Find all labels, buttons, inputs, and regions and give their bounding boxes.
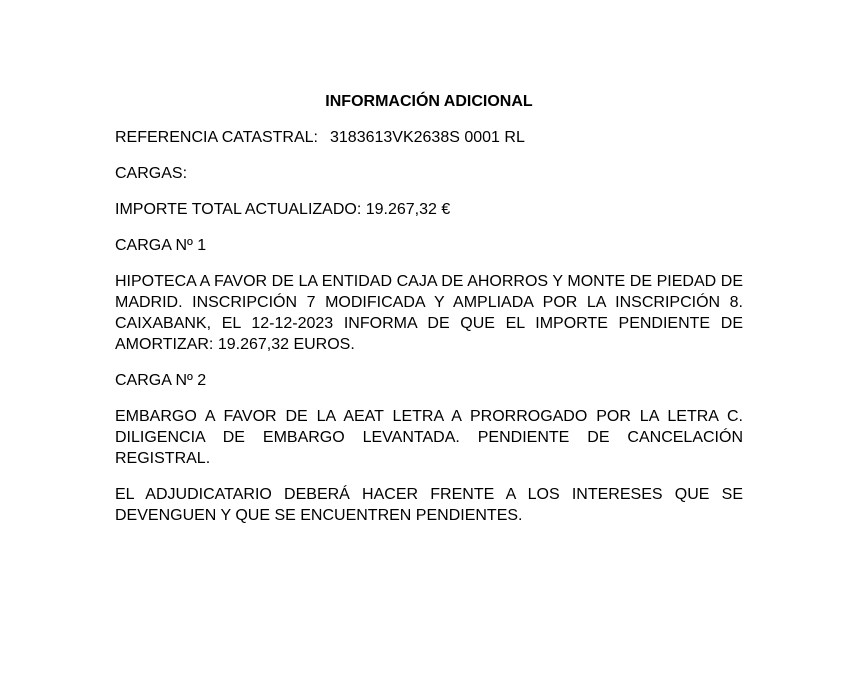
importe-total-line: IMPORTE TOTAL ACTUALIZADO: 19.267,32 € [115,201,451,218]
document-title: INFORMACIÓN ADICIONAL [325,93,533,110]
referencia-catastral-line [115,127,743,148]
referencia-catastral-value: 3183613VK2638S 0001 RL [330,129,525,146]
document-content [115,91,743,541]
carga-1-body: HIPOTECA A FAVOR DE LA ENTIDAD CAJA DE AHORROS Y MONTE DE PIEDAD DE MADRID. INSCRIPCIÓN 7 MODIFICADA Y AMPLIADA POR LA INSCRIPCIÓN 8. CAIXABANK, EL 12-12-2023 INFORMA DE QUE EL IMPORTE PENDIENTE DE AMORTIZAR: 19.267,32 EUROS. [115,273,743,353]
carga-2-heading: CARGA Nº 2 [115,372,207,389]
carga-2-body: EMBARGO A FAVOR DE LA AEAT LETRA A PRORROGADO POR LA LETRA C. DILIGENCIA DE EMBARGO LEVANTADA. PENDIENTE DE CANCELACIÓN REGISTRAL. [115,408,743,467]
referencia-catastral-label: REFERENCIA CATASTRAL: [115,129,318,146]
closing-paragraph: EL ADJUDICATARIO DEBERÁ HACER FRENTE A LOS INTERESES QUE SE DEVENGUEN Y QUE SE ENCUENTREN PENDIENTES. [115,486,743,524]
carga-1-heading: CARGA Nº 1 [115,237,207,254]
cargas-heading: CARGAS: [115,165,188,182]
